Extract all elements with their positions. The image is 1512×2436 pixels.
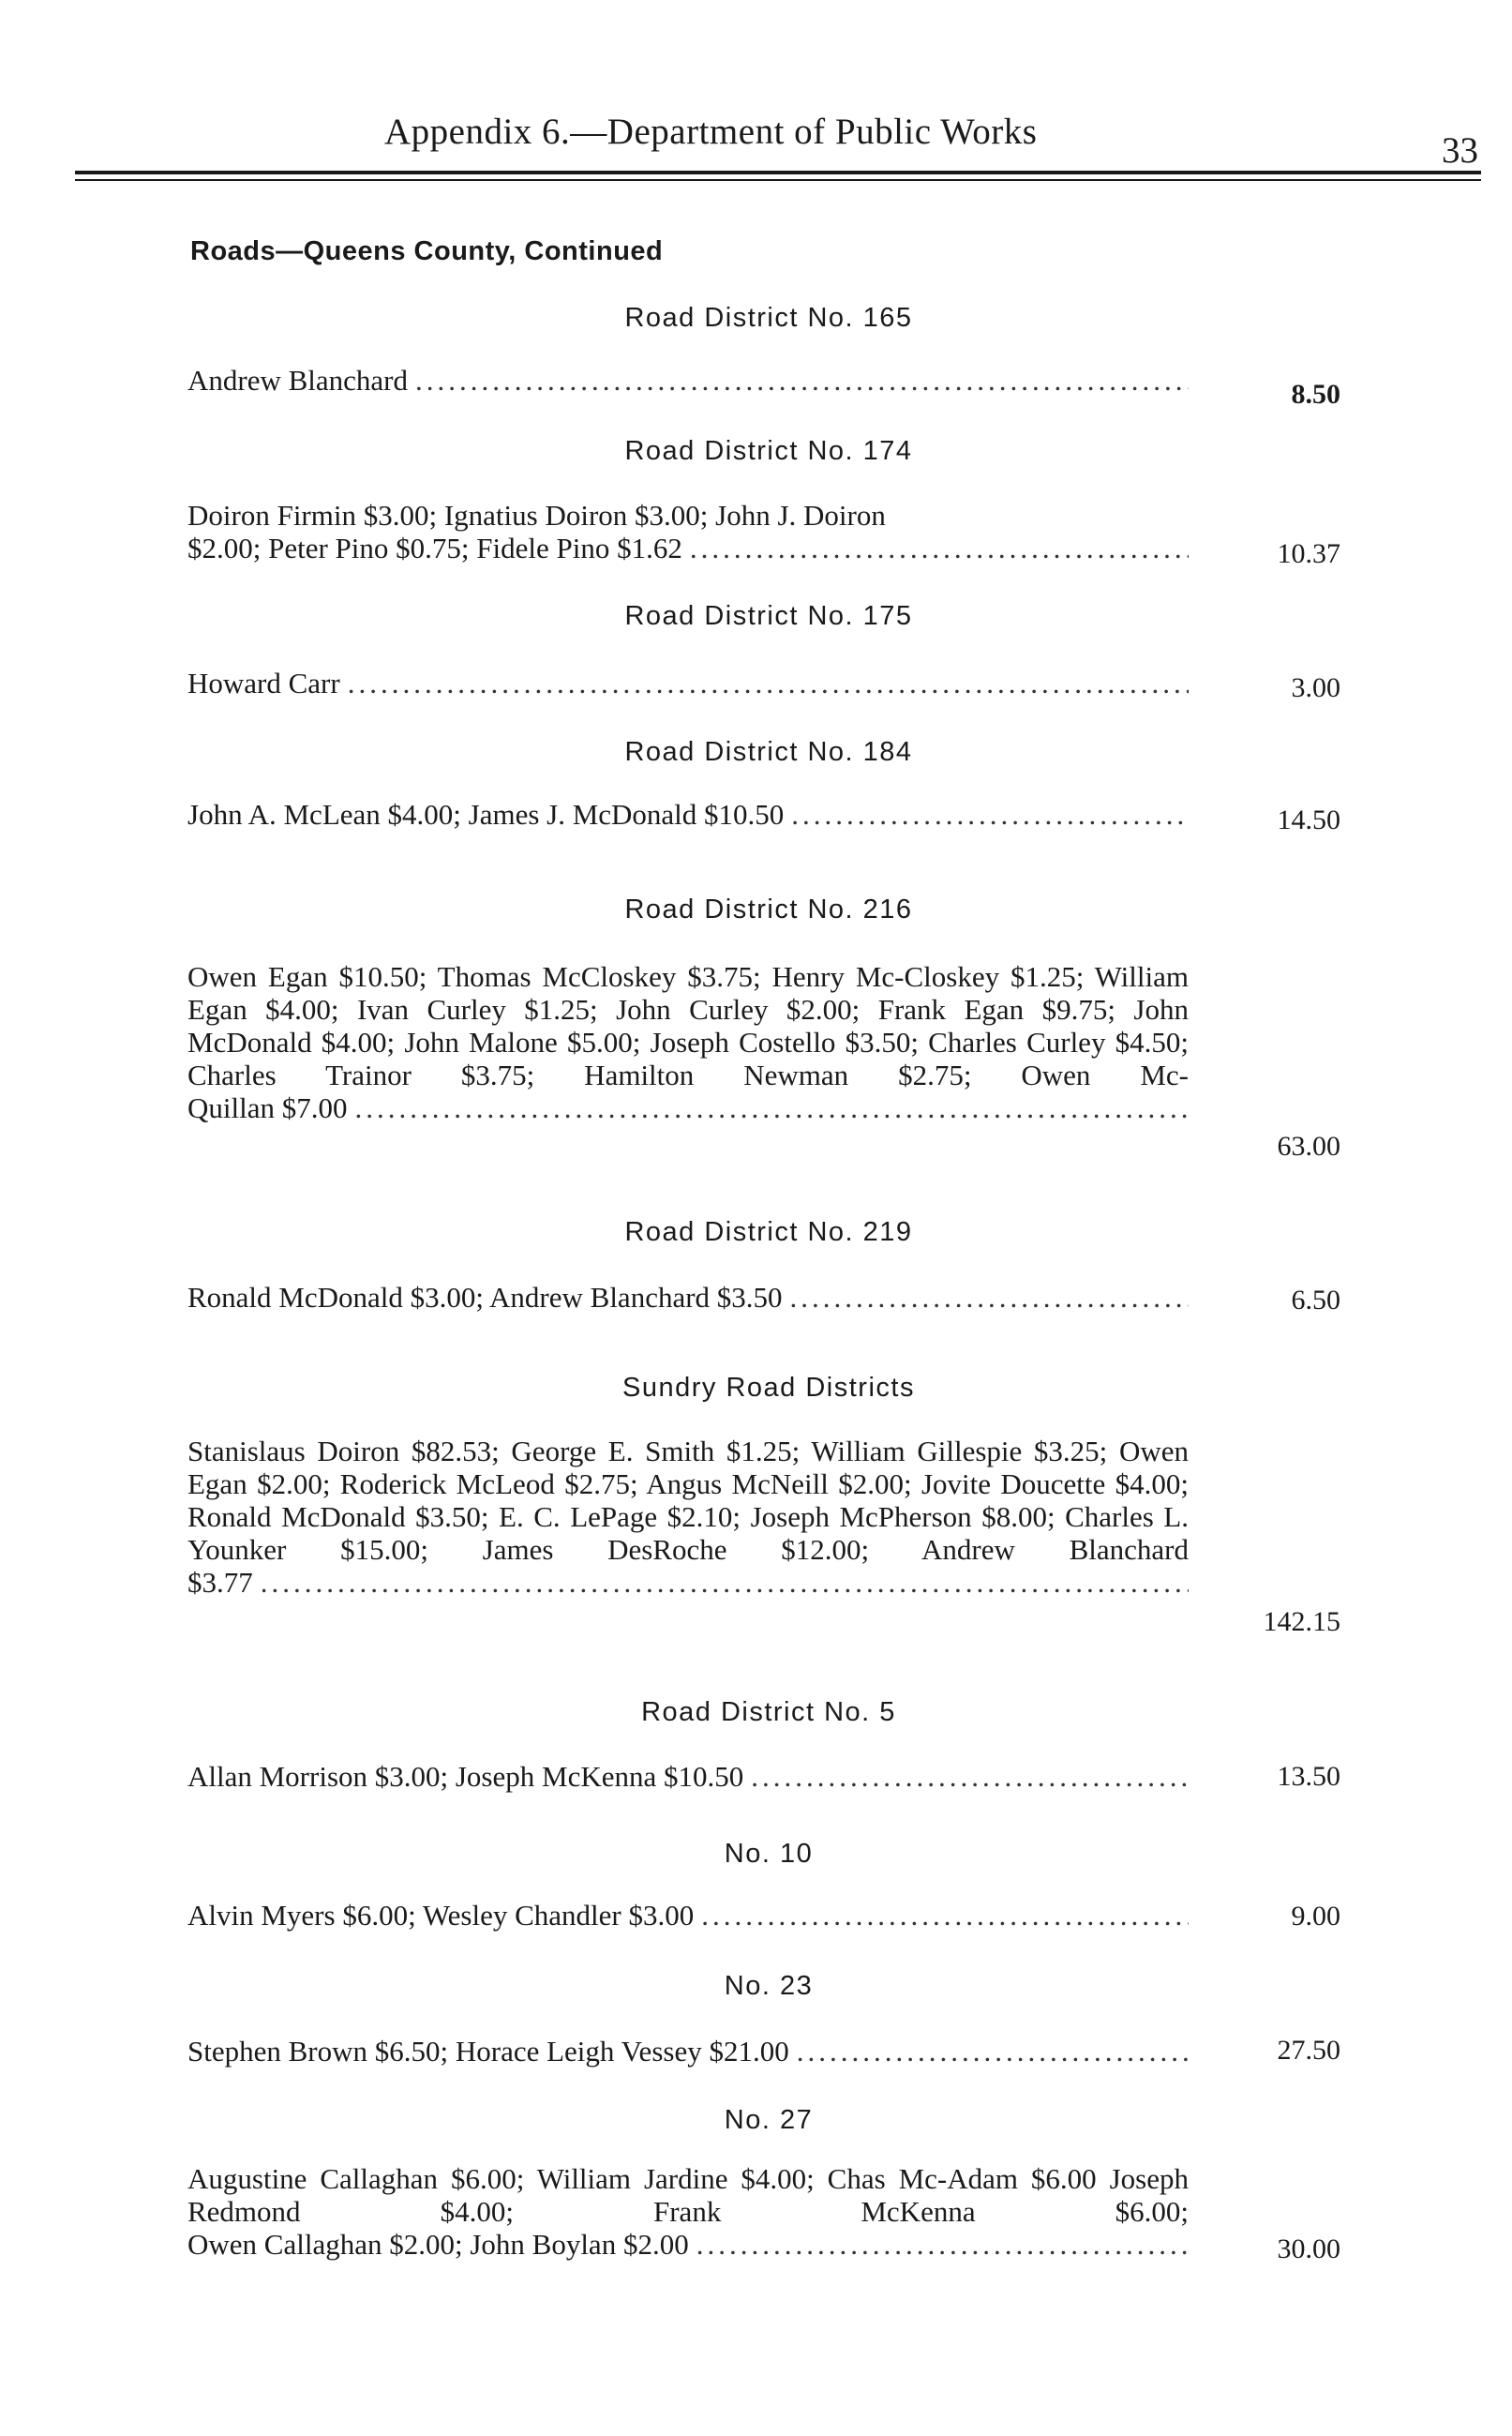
entry-text: Alvin Myers $6.00; Wesley Chandler $3.00 <box>187 1899 695 1932</box>
district-amount: 8.50 <box>1291 379 1340 410</box>
district-heading: Road District No. 165 <box>624 303 913 333</box>
district-heading: Road District No. 175 <box>624 601 913 631</box>
district-amount: 10.37 <box>1277 538 1340 569</box>
district-entry <box>187 2035 1189 2068</box>
district-entry <box>187 364 1189 397</box>
dot-leader <box>791 798 1189 831</box>
entry-body: Owen Egan $10.50; Thomas McCloskey $3.75; Henry Mc-Closkey $1.25; William Egan $4.00; Ivan Curley $1.25; John Curley $2.00; Frank Egan $9.75; John McDonald $4.00; John Malone $5.00; Joseph Costello $3.50; Charles Curley $4.50; Charles Trainor $3.75; Hamilton Newman $2.75; Owen Mc- <box>187 960 1189 1091</box>
running-head <box>0 111 1512 171</box>
entry-text: John A. McLean $4.00; James J. McDonald $10.50 <box>187 798 785 831</box>
entry-last-line <box>187 532 1189 564</box>
district-amount: 3.00 <box>1291 672 1340 703</box>
header-rule-thick <box>75 171 1481 174</box>
district-amount: 142.15 <box>1263 1606 1340 1637</box>
district-heading: No. 10 <box>724 1839 814 1869</box>
dot-leader <box>415 364 1189 397</box>
district-amount: 6.50 <box>1291 1285 1340 1316</box>
dot-leader <box>751 1760 1189 1793</box>
entry-text: Allan Morrison $3.00; Joseph McKenna $10.50 <box>187 1760 744 1793</box>
district-amount: 63.00 <box>1277 1131 1340 1162</box>
district-entry <box>187 798 1189 831</box>
district-heading: No. 27 <box>724 2105 814 2135</box>
district-amount: 27.50 <box>1277 2035 1340 2066</box>
dot-leader <box>348 667 1189 699</box>
district-entry <box>187 499 1189 564</box>
district-entry <box>187 667 1189 699</box>
district-heading: Road District No. 174 <box>624 436 913 466</box>
district-entry <box>187 1281 1189 1314</box>
entry-body: Augustine Callaghan $6.00; William Jardine $4.00; Chas Mc-Adam $6.00 Joseph Redmond $4.00; Frank McKenna $6.00; <box>187 2162 1189 2228</box>
district-entry <box>187 1899 1189 1932</box>
header-rule-thin <box>75 179 1481 181</box>
district-entry <box>187 960 1189 1124</box>
entry-body: Stanislaus Doiron $82.53; George E. Smith $1.25; William Gillespie $3.25; Owen Egan $2.00; Roderick McLeod $2.75; Angus McNeill $2.00; Jovite Doucette $4.00; Ronald McDonald $3.50; E. C. LePage $2.10; Joseph McPherson $8.00; Charles L. Younker $15.00; James DesRoche $12.00; Andrew Blanchard <box>187 1435 1189 1566</box>
district-amount: 13.50 <box>1277 1761 1340 1792</box>
district-heading: Road District No. 219 <box>624 1217 913 1247</box>
district-amount: 30.00 <box>1277 2233 1340 2264</box>
dot-leader <box>355 1091 1190 1124</box>
entry-last-line <box>187 1566 1189 1599</box>
district-heading: Road District No. 216 <box>624 895 913 925</box>
entry-last-line <box>187 2228 1189 2261</box>
dot-leader <box>696 2228 1189 2261</box>
entry-text: Owen Callaghan $2.00; John Boylan $2.00 <box>187 2228 689 2261</box>
district-entry <box>187 1760 1189 1793</box>
entry-line: Doiron Firmin $3.00; Ignatius Doiron $3.00; John J. Doiron <box>187 499 886 532</box>
entry-text: Quillan $7.00 <box>187 1091 348 1124</box>
dot-leader <box>797 2035 1189 2068</box>
dot-leader <box>790 1281 1189 1314</box>
entry-text: Ronald McDonald $3.00; Andrew Blanchard $3.50 <box>187 1281 783 1314</box>
entry-text: Howard Carr <box>187 667 340 699</box>
district-amount: 14.50 <box>1277 804 1340 835</box>
section-title: Roads—Queens County, Continued <box>190 236 664 266</box>
district-heading: Sundry Road Districts <box>622 1373 915 1403</box>
entry-last-line <box>187 1091 1189 1124</box>
district-heading: Road District No. 5 <box>641 1697 896 1727</box>
entry-text: $2.00; Peter Pino $0.75; Fidele Pino $1.62 <box>187 532 682 564</box>
district-heading: No. 23 <box>724 1971 814 2001</box>
district-heading: Road District No. 184 <box>624 737 913 767</box>
entry-text: Andrew Blanchard <box>187 364 408 397</box>
entry-text: Stephen Brown $6.50; Horace Leigh Vessey $21.00 <box>187 2035 789 2068</box>
page-number: 33 <box>1442 130 1478 171</box>
entry-text: $3.77 <box>187 1566 253 1599</box>
dot-leader <box>690 532 1189 564</box>
running-title: Appendix 6.—Department of Public Works <box>384 112 1038 152</box>
district-entry <box>187 1435 1189 1599</box>
district-entry <box>187 2162 1189 2261</box>
dot-leader <box>261 1566 1189 1599</box>
dot-leader <box>701 1899 1189 1932</box>
district-amount: 9.00 <box>1291 1901 1340 1932</box>
